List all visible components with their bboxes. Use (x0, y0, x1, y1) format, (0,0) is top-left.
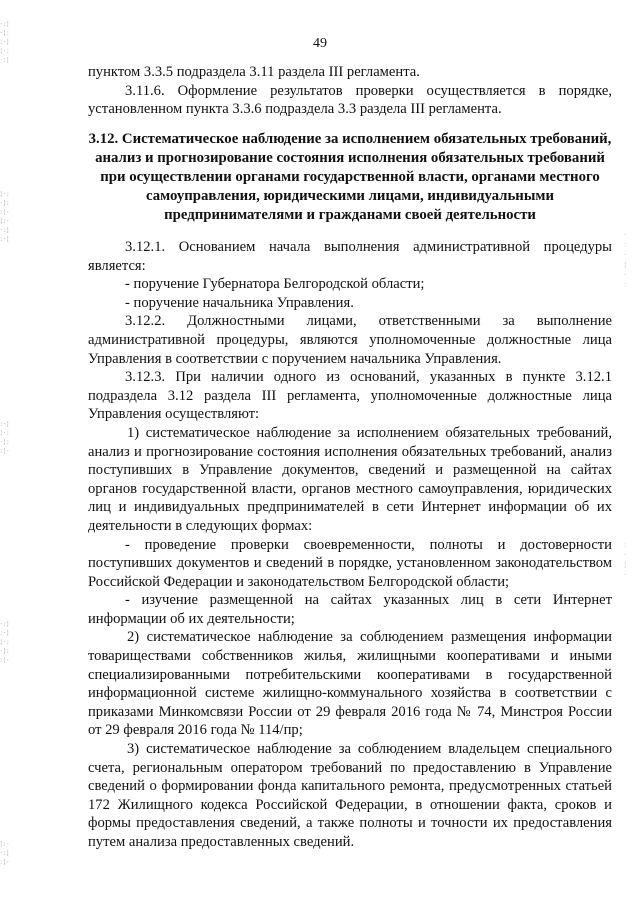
scan-artifact: · : · ¦ · : (624, 231, 627, 289)
scan-artifact: ¦·: ·¦: :¦· ¦:· ·:¦ :·¦ (0, 190, 10, 243)
scan-artifact: :·¦ ¦·: ·¦: :¦· (0, 420, 10, 455)
page-number: 49 (313, 36, 327, 51)
intro-block (88, 63, 612, 119)
list-item-governor: - поручение Губернатора Белгородской области; (125, 276, 425, 293)
intro-line: пунктом 3.3.5 подраздела 3.11 раздела III регламента. (88, 64, 420, 80)
section-body (88, 238, 612, 852)
list-item-3: 3) систематическое наблюдение за соблюдением владельцем специального счета, региональным оператором требований по предоставлению в Управление сведений о формировании фонда капитального ремонта, предусмотренных статьей 172 Жилищного кодекса Российской Федерации, в отношении факта, сроков и формы предоставления сведений, а также полноты и точности их предоставления путем анализа предоставленных сведений. (88, 741, 612, 850)
section-heading: 3.12. Систематическое наблюдение за исполнением обязательных требований, анализ и прогнозирование состояния исполнения обязательных требований при осуществлении органами государственной власти, органами местного самоуправления, юридическими лицами, индивидуальными предпринимателями и гражданами своей деятельности (88, 131, 612, 223)
scan-artifact: ·:¦ ·¦: :·¦ ¦·: ·:¦ (0, 20, 10, 64)
list-item-head: - поручение начальника Управления. (125, 294, 354, 311)
list-item-2: 2) систематическое наблюдение за соблюдением размещения информации товариществами собственников жилья, жилищными кооперативами и иными специализированными потребительскими кооперативами в государственной информационной системе жилищно-коммунального хозяйства в соответствии с приказами Минкомсвязи России от 29 февраля 2016 года № 74, Минстроя России от 29 февраля 2016 года № 114/пр; (88, 629, 612, 739)
paragraph-3-12-1: 3.12.1. Основанием начала выполнения административной процедуры является: (88, 239, 612, 274)
sub-item-study: - изучение размещенной на сайтах указанных лиц в сети Интернет информации об их деятельности; (88, 592, 612, 627)
scan-artifact: : · ¦ · (624, 541, 627, 579)
paragraph-3-11-6: 3.11.6. Оформление результатов проверки осуществляется в порядке, установленном пункта 3.3.6 подраздела 3.3 раздела III регламента. (88, 82, 612, 118)
sub-item-verification: - проведение проверки своевременности, полноты и достоверности поступивших документов и сведений в порядке, установленном законодательством Российской Федерации и законодательством Белгородской области; (88, 536, 612, 590)
scan-artifact: ·:¦ :·¦ ¦·: ·¦: :¦· (0, 620, 10, 664)
paragraph-3-12-3: 3.12.3. При наличии одного из оснований, указанных в пункте 3.12.1 подраздела 3.12 раздела III регламента, уполномоченные должностные лица Управления осуществляют: (88, 369, 612, 423)
list-item-1: 1) систематическое наблюдение за исполнением обязательных требований, анализ и прогнозирование состояния исполнения обязательных требований, анализ поступивших в Управление документов, сведений и размещенной на сайтах органов государственной власти, органов местного самоуправления, юридических лиц и индивидуальных предпринимателей в сети Интернет информации об их деятельности в следующих формах: (88, 424, 612, 534)
paragraph-3-12-2: 3.12.2. Должностными лицами, ответственными за выполнение административной процедуры, являются уполномоченные должностные лица Управления в соответствии с поручением начальника Управления. (88, 313, 612, 367)
scan-artifact: ¦:· ·:¦ :¦· (0, 840, 10, 866)
